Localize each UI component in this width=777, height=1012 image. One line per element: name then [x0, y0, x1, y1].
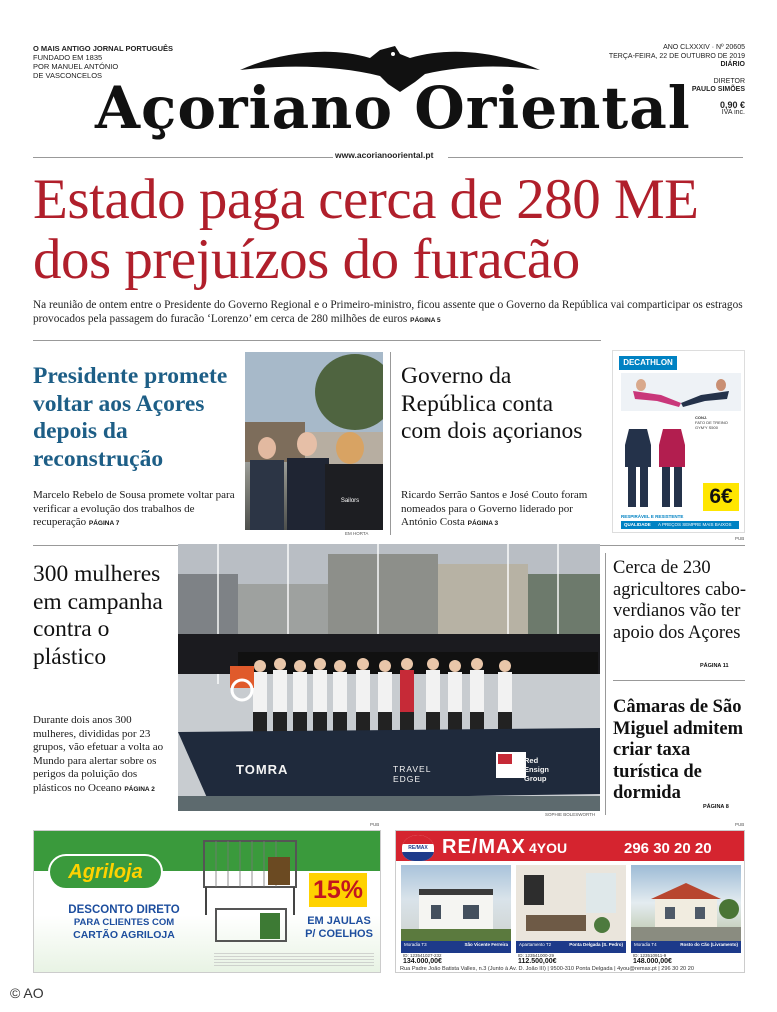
sailing-photo-caption: SOPHIE BOLESWORTH	[545, 812, 596, 817]
decathlon-product	[695, 415, 741, 430]
remax-listing-2-type: Apartamento T2	[519, 942, 552, 947]
price: 0,90 €	[719, 99, 745, 110]
copyright: © AO	[10, 985, 44, 1001]
lead-page-ref[interactable]: PÁGINA 5	[410, 317, 441, 324]
president-headline[interactable]: Presidente promete voltar aos Açores depois da reconstrução	[33, 363, 228, 472]
director-name: PAULO SIMÕES	[691, 86, 745, 93]
remax-listing-3-bar	[631, 941, 741, 953]
lead-headline-line-1: Estado paga cerca de 280 ME	[33, 168, 699, 231]
remax-listing-1-type: Moradia T3	[404, 942, 427, 947]
ads-pub-tag-left: PUB	[370, 822, 380, 827]
agriloja-offer-1: EM JAULAS	[307, 915, 371, 927]
remax-listing-1-price: 134.000,00€	[403, 958, 442, 965]
masthead-rule	[33, 157, 333, 158]
remax-listing-3-photo	[631, 865, 741, 941]
president-photo-art	[245, 352, 383, 530]
agriloja-line-1: DESCONTO DIRETO	[68, 904, 180, 916]
issue-number: ANO CLXXXIV · Nº 20605	[663, 44, 745, 51]
decathlon-product-3: GYM'Y S500	[695, 425, 718, 430]
remax-balloon-icon: RE/MAX	[402, 835, 434, 861]
remax-branch: 4YOU	[529, 840, 568, 856]
president-photo-caption: EM HORTA	[345, 531, 369, 536]
masthead-founded: FUNDADO EM 1835	[33, 53, 103, 62]
farmers-page-ref[interactable]: PÁGINA 11	[700, 663, 729, 669]
decathlon-ad[interactable]	[612, 350, 745, 533]
decathlon-slogan-bar	[621, 521, 739, 529]
masthead-founder-2: DE VASCONCELOS	[33, 71, 103, 80]
remax-listing-1-id: ID: 123541027-232	[403, 953, 442, 958]
president-page-ref[interactable]: PÁGINA 7	[88, 520, 120, 527]
remax-listing-2-photo	[516, 865, 626, 941]
remax-listing-2-place: Ponta Delgada (S. Pedro)	[569, 942, 623, 947]
government-body	[401, 489, 596, 531]
president-body	[33, 489, 243, 531]
remax-listing-3-place: Rosto do Cão (Livramento)	[680, 942, 738, 947]
remax-brand: RE/MAX	[442, 836, 526, 858]
masthead-right	[600, 44, 745, 118]
remax-listing-3-price: 148.000,00€	[633, 958, 672, 965]
remax-listing-3-id: ID: 123510911-9	[633, 953, 667, 958]
director-label: DIRETOR	[713, 77, 745, 85]
remax-listing-1-bar	[401, 941, 511, 953]
remax-listing-1-photo	[401, 865, 511, 941]
decathlon-slogan-1: RESPIRÁVEL E RESISTENTE	[621, 514, 684, 519]
masthead-rule-right	[448, 157, 743, 158]
lead-headline	[33, 170, 748, 290]
women-body	[33, 714, 173, 796]
column-divider-2	[605, 553, 606, 815]
masthead-slogan: O MAIS ANTIGO JORNAL PORTUGUÊS	[33, 44, 174, 53]
lead-headline-line-2: dos prejuízos do furacão	[33, 228, 580, 291]
tax-headline[interactable]: Câmaras de São Miguel admitem criar taxa turística de dormida	[613, 697, 743, 803]
government-headline[interactable]: Governo da República conta com dois açorianos	[401, 363, 583, 444]
divider-1	[33, 340, 601, 341]
lead-body	[33, 298, 745, 328]
remax-footer: Rua Padre João Batista Valles, n.3 (Junto à Av. D. João III) | 9500-310 Ponta Delgada | 4you@remax.pt | 296 30 20 20	[400, 966, 694, 972]
remax-listing-1-place: São Vicente Ferreira	[464, 942, 508, 947]
boat-text-red-ensign: Red Ensign Group	[524, 756, 550, 783]
column-divider-1	[390, 352, 391, 535]
government-page-ref[interactable]: PÁGINA 3	[467, 520, 499, 527]
agriloja-offer	[302, 915, 376, 941]
ads-pub-tag-right: PUB	[735, 822, 745, 827]
remax-listing-2-bar	[516, 941, 626, 953]
remax-listing-3-type: Moradia T4	[634, 942, 657, 947]
masthead-url[interactable]: www.acorianooriental.pt	[335, 150, 434, 160]
remax-listing-2-id: ID: 123541000-29	[518, 953, 555, 958]
decathlon-product-2: FATO DE TREINO	[695, 420, 728, 425]
masthead-founder-1: POR MANUEL ANTÓNIO	[33, 62, 119, 71]
agriloja-fineprint	[214, 953, 374, 967]
boat-text-travel-edge: TRAVEL EDGE	[393, 764, 432, 784]
farmers-headline[interactable]: Cerca de 230 agricultores cabo-verdianos vão ter apoio dos Açores	[613, 558, 747, 643]
agriloja-line-3: CARTÃO AGRILOJA	[73, 929, 175, 941]
agriloja-logo: Agriloja	[48, 854, 163, 890]
remax-listing-2-price: 112.500,00€	[518, 958, 557, 965]
remax-phone[interactable]: 296 30 20 20	[624, 840, 712, 857]
agriloja-line-2: PARA CLIENTES COM	[73, 917, 175, 928]
tax-page-ref[interactable]: PÁGINA 8	[703, 804, 729, 810]
president-photo	[245, 352, 383, 530]
decathlon-pub-tag: PUB	[735, 536, 745, 541]
divider-3	[613, 680, 745, 681]
boat-text-tomra: TOMRA	[236, 762, 289, 777]
decathlon-logo: DECATHLON	[619, 356, 677, 370]
women-headline[interactable]: 300 mulheres em campanha contra o plástico	[33, 561, 163, 670]
women-body-text: Durante dois anos 300 mulheres, divididas por 23 grupos, vão efetuar a volta ao Mundo para alertar sobre os perigos da poluição dos plásticos no Oceano	[33, 714, 164, 794]
agriloja-offer-2: P/ COELHOS	[305, 928, 373, 940]
price-note: IVA inc.	[721, 109, 745, 116]
remax-ad[interactable]	[395, 830, 745, 973]
tracksuit-art	[621, 427, 697, 509]
government-body-text: Ricardo Serrão Santos e José Couto foram nomeados para o Governo liderado por António Costa	[401, 489, 588, 528]
decathlon-product-1: CONJ.	[695, 415, 708, 420]
agriloja-ad[interactable]	[33, 830, 381, 973]
decathlon-slogan-3: A PREÇOS SEMPRE MAIS BAIXOS	[658, 522, 732, 527]
issue-date: TERÇA-FEIRA, 22 DE OUTUBRO DE 2019	[608, 52, 745, 60]
masthead-logo: Açoriano Oriental	[95, 74, 691, 142]
agriloja-offer-text	[44, 903, 204, 942]
rabbit-cage-art	[196, 837, 306, 949]
decathlon-athletes-art	[621, 373, 741, 411]
sailing-photo	[178, 544, 600, 811]
women-page-ref[interactable]: PÁGINA 2	[124, 785, 155, 793]
president-body-text: Marcelo Rebelo de Sousa promete voltar para verificar a evolução dos trabalhos de recuperação	[33, 489, 235, 528]
svg-text:Sailors: Sailors	[340, 498, 360, 504]
decathlon-price: 6€	[703, 483, 739, 511]
issue-frequency: DIÁRIO	[720, 61, 745, 68]
lead-body-text: Na reunião de ontem entre o Presidente do Governo Regional e o Primeiro-ministro, ficou assente que o Governo da República vai comparticipar os estragos provocados pela passagem do furacão ‘Lorenzo’ em cerca de 280 milhões de euros	[33, 299, 743, 325]
agriloja-percent: 15%	[309, 873, 367, 907]
decathlon-slogan-2: QUALIDADE	[624, 522, 651, 527]
